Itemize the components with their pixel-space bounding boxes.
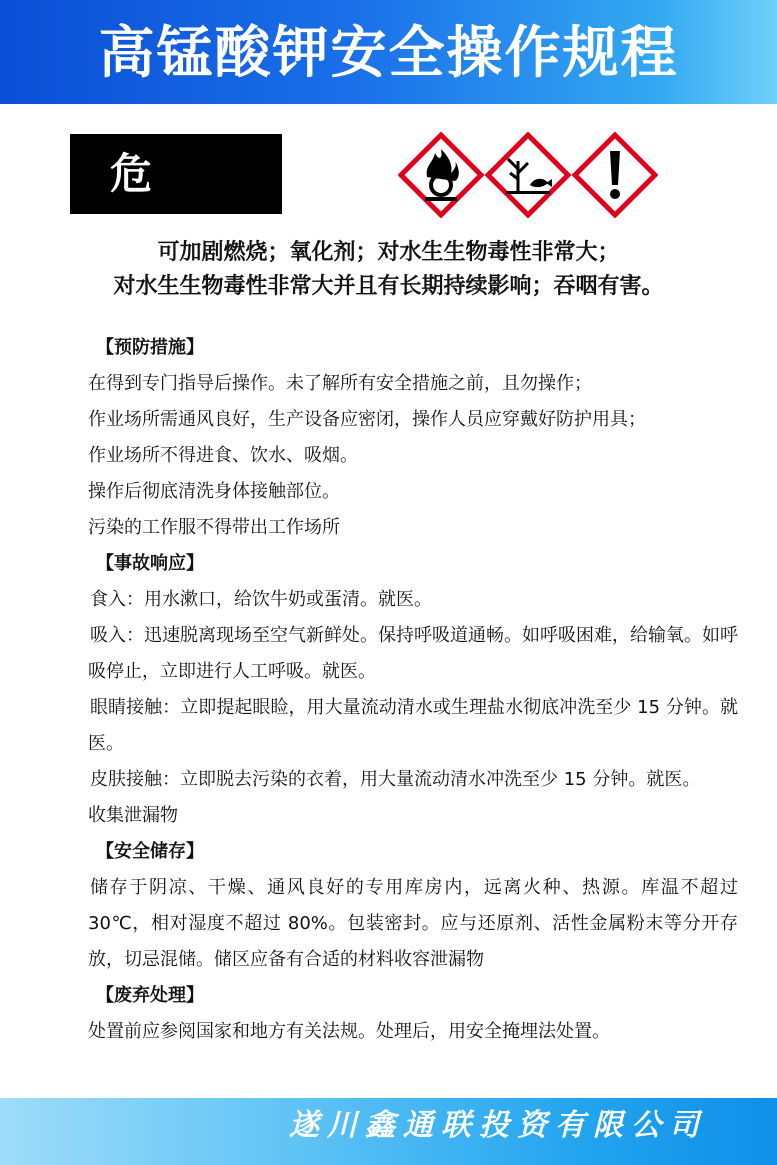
text-line: 储存于阴凉、干燥、通风良好的专用库房内，远离火种、热源。库温不超过 30℃，相对湿度不超过 80%。包装密封。应与还原剂、活性金属粉末等分开存放，切忌混储。储区应备有合适的材料收容泄漏物	[88, 877, 738, 970]
section-title-response: 【事故响应】	[96, 553, 204, 574]
body-content	[88, 330, 738, 1050]
text-line: 眼睛接触：立即提起眼睑，用大量流动清水或生理盐水彻底冲洗至少 15 分钟。就医。	[88, 697, 738, 754]
page-title: 高锰酸钾安全操作规程	[98, 21, 679, 86]
section-title-prevention: 【预防措施】	[96, 337, 204, 358]
text-line: 收集泄漏物	[88, 805, 178, 826]
signal-word-danger: 危 险	[70, 134, 282, 214]
company-name: 遂川鑫通联投资有限公司	[289, 1108, 707, 1143]
text-line: 皮肤接触：立即脱去污染的衣着，用大量流动清水冲洗至少 15 分钟。就医。	[90, 769, 701, 790]
hazard-statement-line: 可加剧燃烧；氧化剂；对水生生物毒性非常大；	[157, 240, 620, 265]
text-line: 吸入：迅速脱离现场至空气新鲜处。保持呼吸道通畅。如呼吸困难，给输氧。如呼吸停止，立即进行人工呼吸。就医。	[88, 625, 738, 682]
text-line: 污染的工作服不得带出工作场所	[88, 517, 340, 538]
text-line: 处置前应参阅国家和地方有关法规。处理后，用安全掩埋法处置。	[88, 1021, 610, 1042]
text-line: 食入：用水漱口，给饮牛奶或蛋清。就医。	[90, 589, 432, 610]
section-title-storage: 【安全储存】	[96, 841, 204, 862]
flame-over-circle-icon	[401, 135, 481, 215]
exclamation-mark-icon	[575, 135, 655, 215]
header-banner	[0, 0, 777, 104]
ghs-pictograms	[398, 132, 658, 218]
text-line: 在得到专门指导后操作。未了解所有安全措施之前，且勿操作；	[88, 373, 592, 394]
environment-hazard-icon	[488, 135, 568, 215]
text-line: 操作后彻底清洗身体接触部位。	[88, 481, 340, 502]
footer-banner	[0, 1098, 777, 1165]
section-title-disposal: 【废弃处理】	[96, 985, 204, 1006]
text-line: 作业场所需通风良好，生产设备应密闭，操作人员应穿戴好防护用具；	[88, 409, 646, 430]
hazard-statement-line: 对水生生物毒性非常大并且有长期持续影响；吞咽有害。	[113, 274, 664, 299]
text-line: 作业场所不得进食、饮水、吸烟。	[88, 445, 358, 466]
